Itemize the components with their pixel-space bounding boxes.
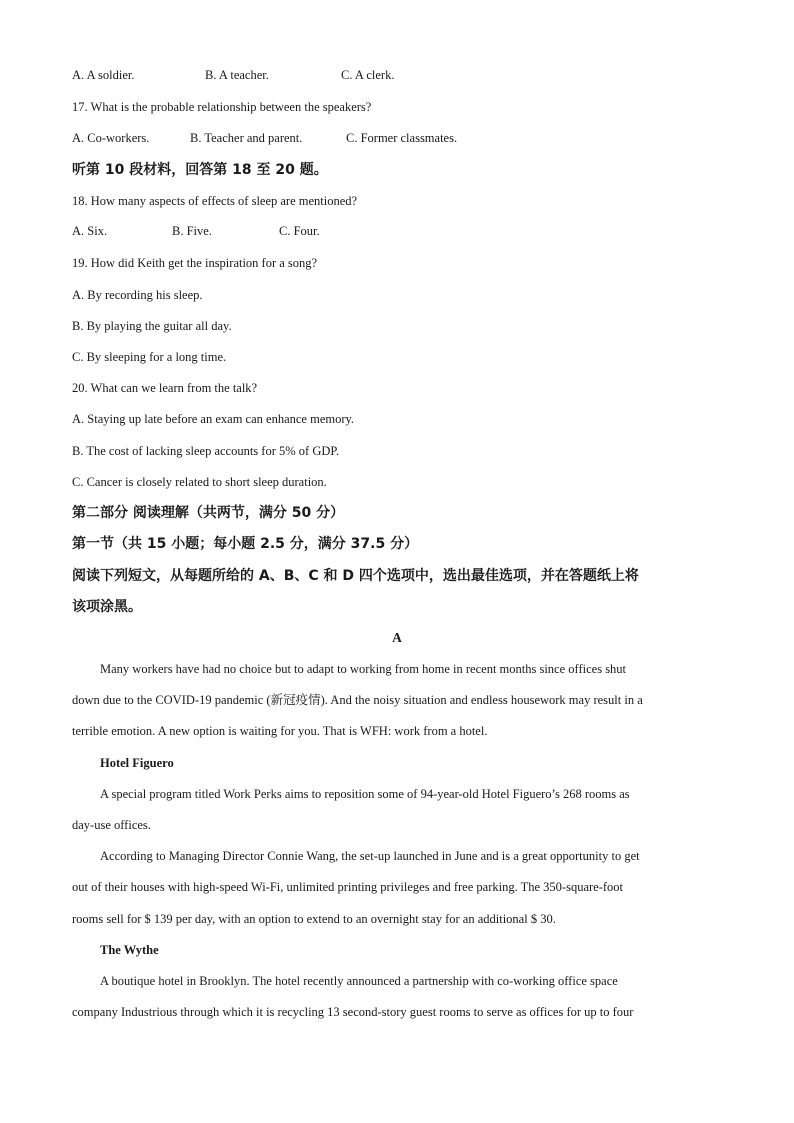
q17-option-c: C. Former classmates. [346,131,458,145]
q18-option-b: B. Five. [172,224,212,238]
q20-option-b: B. The cost of lacking sleep accounts for 5% of GDP. [72,444,340,458]
q17-option-b: B. Teacher and parent. [190,131,303,145]
q20-option-a: A. Staying up late before an exam can enhance memory. [72,412,355,426]
q18-question: 18. How many aspects of effects of sleep are mentioned? [72,194,358,208]
q20-option-c: C. Cancer is closely related to short sleep duration. [72,475,327,489]
passage-paragraph-2-line-2: day-use offices. [72,818,151,832]
q17-question: 17. What is the probable relationship between the speakers? [72,100,372,114]
passage-letter: A [392,630,402,645]
q20-question: 20. What can we learn from the talk? [72,381,258,395]
passage-paragraph-4-line-1: A boutique hotel in Brooklyn. The hotel recently announced a partnership with co-working office space [100,974,618,988]
section-1-title: 第一节（共 15 小题；每小题 2.5 分，满分 37.5 分） [72,536,419,552]
reading-instruction-line-2: 该项涂黑。 [72,599,142,615]
q16-option-a: A. A soldier. [72,68,135,82]
q16-option-c: C. A clerk. [341,68,395,82]
passage-paragraph-3-line-3: rooms sell for $ 139 per day, with an option to extend to an overnight stay for an additional $ 30. [72,912,556,926]
section-10-instruction: 听第 10 段材料，回答第 18 至 20 题。 [72,162,328,178]
q18-option-a: A. Six. [72,224,108,238]
q16-option-b: B. A teacher. [205,68,269,82]
q19-option-c: C. By sleeping for a long time. [72,350,227,364]
q18-option-c: C. Four. [279,224,320,238]
heading-hotel-figuero: Hotel Figuero [100,756,174,770]
passage-paragraph-3-line-2: out of their houses with high-speed Wi-Fi, unlimited printing privileges and free parking. The 350-square-foot [72,880,624,894]
passage-paragraph-2-line-1: A special program titled Work Perks aims to reposition some of 94-year-old Hotel Figuero’s 268 rooms as [100,787,630,801]
reading-instruction-line-1: 阅读下列短文，从每题所给的 A、B、C 和 D 四个选项中，选出最佳选项，并在答题纸上将 [72,568,639,584]
passage-paragraph-3-line-1: According to Managing Director Connie Wang, the set-up launched in June and is a great opportunity to get [100,849,640,863]
passage-paragraph-4-line-2: company Industrious through which it is recycling 13 second-story guest rooms to serve as offices for up to four [72,1005,634,1019]
q17-option-a: A. Co-workers. [72,131,150,145]
passage-paragraph-1-line-2: down due to the COVID-19 pandemic (新冠疫情). And the noisy situation and endless housework may result in a [72,693,643,707]
q19-option-b: B. By playing the guitar all day. [72,319,232,333]
heading-the-wythe: The Wythe [100,943,159,957]
passage-paragraph-1-line-1: Many workers have had no choice but to adapt to working from home in recent months since offices shut [100,662,627,676]
passage-paragraph-1-line-3: terrible emotion. A new option is waiting for you. That is WFH: work from a hotel. [72,724,488,738]
q19-question: 19. How did Keith get the inspiration for a song? [72,256,318,270]
part-2-title: 第二部分 阅读理解（共两节，满分 50 分） [72,505,345,521]
q19-option-a: A. By recording his sleep. [72,288,203,302]
